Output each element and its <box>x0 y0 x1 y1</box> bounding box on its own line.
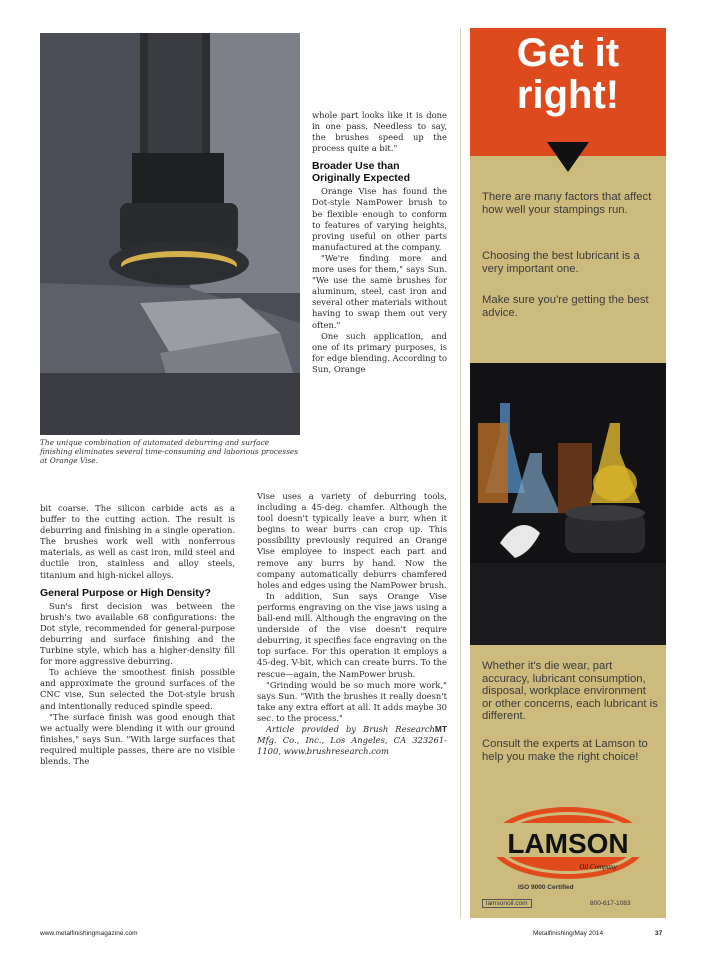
ad-text-5: Consult the experts at Lamson to help you make the right choice! <box>482 738 648 763</box>
machine-illustration <box>40 33 300 435</box>
paragraph: "We're finding more and more uses for them," says Sun. "We use the same brushes for aluminum, steel, cast iron and several other materials without having to swap them out very often." <box>312 252 447 330</box>
paragraph: In addition, Sun says Orange Vise performs engraving on the vise jaws using a ball-end mill. Although the engraving on the underside of the vise doesn't require deburring, it specifies face engraving on the top surface. For this operation it employs a 45-deg. V-bit, which can create burrs. To the rescue—again, the NamPower brush. <box>257 590 447 679</box>
column-2-bottom <box>257 491 447 757</box>
photo-caption: The unique combination of automated deburring and surface finishing eliminates several time-consuming and laborious processes at Orange Vise. <box>40 438 299 465</box>
lab-glassware-photo <box>470 363 666 645</box>
paragraph: bit coarse. The silicon carbide acts as a buffer to the cutting action. The result is deburring and finishing in a single operation. The brushes work well with nonferrous materials, as well as cast iron, mild steel and ductile iron, stainless and alloy steels, titanium and high-nickel alloys. <box>40 503 235 580</box>
paragraph: "Grinding would be so much more work," says Sun. "With the brushes it really doesn't take any extra effort at all. It adds maybe 30 sec. to the process." <box>257 679 447 723</box>
arrow-down-icon <box>547 142 589 172</box>
website: lamsonoil.com <box>482 899 532 908</box>
ad-text-4: Whether it's die wear, part accuracy, lubricant consumption, disposal, workplace environment or other concerns, each lubricant is different. <box>482 660 658 723</box>
ad-headline <box>470 28 666 156</box>
ad-text-2: Choosing the best lubricant is a very important one. <box>482 250 640 275</box>
paragraph: To achieve the smoothest finish possible and approximate the ground surfaces of the CNC vise, Sun selected the Dot-style brush and intentionally reduced spindle speed. <box>40 667 235 711</box>
ad-headline-line-2: right! <box>516 73 620 117</box>
ad-headline-line-1: Get it <box>516 31 620 75</box>
certification: ISO 9000 Certified <box>518 884 574 891</box>
paragraph: Vise uses a variety of deburring tools, including a 45-deg. chamfer. Although the tool doesn't typically leave a burr, when it begins to wear burrs can crop up. This possibility previously required an Orange Vise employee to inspect each part and remove any burrs by hand. Now the company automatically deburrs chamfered holes and edges using the NamPower brush. <box>257 491 447 590</box>
paragraph: "The surface finish was good enough that we actually were blending it with our ground finishes," says Sun. "With large surfaces that required multiple passes, there are no visible blends. The <box>40 711 235 766</box>
phone: 800-617-1083 <box>590 900 631 907</box>
column-1 <box>40 503 235 767</box>
ad-text-3: Make sure you're getting the best advice. <box>482 294 649 319</box>
article-credit: Article provided by Brush Research Mfg. Co., Inc., Los Angeles, CA 323261-1100, www.brushresearch.com <box>257 723 447 757</box>
logo-subtitle: Oil Company <box>579 863 617 871</box>
paragraph: Orange Vise has found the Dot-style NamPower brush to be flexible enough to conform to features of varying heights, proving useful on other parts manufactured at the company. <box>312 186 447 252</box>
footer-issue: Metalfinishing/May 2014 <box>533 930 604 937</box>
paragraph: One such application, and one of its primary purposes, is for edge blending. According to Sun, Orange <box>312 330 447 374</box>
column-divider <box>460 28 461 918</box>
paragraph: Sun's first decision was between the brush's two available 68 configurations: the Dot style, recommended for general-purpose deburring and surface finishing and the Turbine style, which has a higher-density fill for more aggressive deburring. <box>40 600 235 667</box>
ad-text-1: There are many factors that affect how well your stampings run. <box>482 191 652 216</box>
article-photo <box>40 33 300 435</box>
section-heading: General Purpose or High Density? <box>40 586 211 599</box>
logo-wordmark: LAMSON <box>507 828 629 859</box>
column-2-top <box>312 110 447 375</box>
glassware-illustration <box>470 363 666 645</box>
section-heading: Broader Use than Originally Expected <box>312 160 411 185</box>
lamson-logo <box>480 803 656 883</box>
end-mark: MT <box>434 723 447 734</box>
lamson-advertisement <box>470 28 666 918</box>
page-number: 37 <box>655 930 663 937</box>
footer-url: www.metalfinishingmagazine.com <box>40 930 138 937</box>
paragraph: whole part looks like it is done in one pass. Needless to say, the brushes speed up the process quite a bit." <box>312 110 447 154</box>
